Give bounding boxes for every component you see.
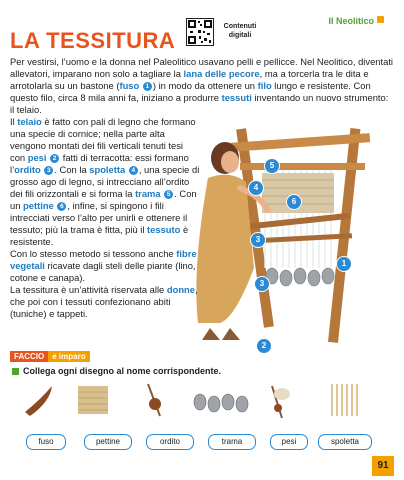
number-badge: 3 bbox=[44, 166, 53, 175]
fabric-swatch-icon bbox=[78, 386, 108, 414]
qr-label: Contenuti digitali bbox=[223, 23, 257, 39]
number-badge: 1 bbox=[143, 82, 152, 91]
number-badge: 6 bbox=[57, 202, 66, 211]
callout-badge-3b: 3 bbox=[254, 276, 270, 292]
callout-badge-2: 2 bbox=[256, 338, 272, 354]
callout-badge-3: 3 bbox=[250, 232, 266, 248]
paragraph-3: Con lo stesso metodo si tessono anche fibre vegetali ricavate dagli steli delle piante (lino, cotone e canapa). bbox=[10, 248, 197, 283]
word-pettine[interactable]: pettine bbox=[84, 434, 132, 450]
exercise-tag-primary: FACCIO bbox=[10, 351, 48, 362]
weights-drawing-icon bbox=[194, 394, 248, 412]
callout-badge-6: 6 bbox=[286, 194, 302, 210]
answer-words bbox=[26, 434, 381, 452]
word-pesi[interactable]: pesi bbox=[270, 434, 308, 450]
paragraph-2: Il telaio è fatto con pali di legno che formano una specie di cornice; nella parte alta vengono montati dei fili verticali tenuti tesi con pesi 2 fatti di terracotta: essi formano l’ordito 3 . Con la spoletta 4 , una specie di grosso ago di legno, si intrecciano all’ordito dei fili orizzontali e si forma la trama 5 . Con un pettine 6 , infine, si spingono i fili intrecciati verso l’alto per unirli e ottenere il tessuto; più la trama è fitta, più il tessuto è resistente. bbox=[10, 116, 200, 247]
callout-badge-1: 1 bbox=[336, 256, 352, 272]
paragraph-1: Per vestirsi, l’uomo e la donna nel Paleolitico usavano pelli e pellicce. Nel Neolitico, diventati allevatori, imparano non solo a tagliare la lana delle pecore, ma a torcerla tra le dita e arrotolarla su un bastone (fuso 1 ) in modo da ottenere un filo lungo e resistente. Con questo filo, circa 8 mila anni fa, iniziano a produrre tessuti inventando un nuovo strumento: il telaio. bbox=[10, 56, 394, 115]
section-marker bbox=[377, 16, 384, 23]
exercise-instruction: Collega ogni disegno al nome corrispondente. bbox=[12, 366, 221, 376]
number-badge: 4 bbox=[129, 166, 138, 175]
section-label: Il Neolitico bbox=[328, 16, 374, 26]
exercise-tag bbox=[10, 350, 90, 362]
shuttle-drawing-icon bbox=[25, 386, 52, 416]
word-fuso[interactable]: fuso bbox=[26, 434, 66, 450]
spindle-drawing-icon bbox=[148, 384, 161, 416]
warp-threads-drawing-icon bbox=[332, 384, 357, 416]
qr-code-icon[interactable] bbox=[186, 18, 214, 46]
page-number: 91 bbox=[372, 456, 394, 476]
word-ordito[interactable]: ordito bbox=[146, 434, 194, 450]
number-badge: 2 bbox=[50, 154, 59, 163]
wool-spindle-drawing-icon bbox=[272, 386, 290, 418]
word-spoletta[interactable]: spoletta bbox=[318, 434, 372, 450]
callout-badge-4: 4 bbox=[248, 180, 264, 196]
page-title: LA TESSITURA bbox=[10, 28, 176, 53]
bullet-square-icon bbox=[12, 368, 19, 375]
word-trama[interactable]: trama bbox=[208, 434, 256, 450]
body-text bbox=[10, 56, 395, 320]
tool-drawings bbox=[20, 380, 380, 420]
paragraph-4: La tessitura è un’attività riservata alle donne, che poi con i tessuti confezionano abiti (tuniche) e tappeti. bbox=[10, 284, 198, 319]
callout-badge-5: 5 bbox=[264, 158, 280, 174]
number-badge: 5 bbox=[164, 190, 173, 199]
exercise-tag-secondary: e imparo bbox=[48, 351, 89, 362]
